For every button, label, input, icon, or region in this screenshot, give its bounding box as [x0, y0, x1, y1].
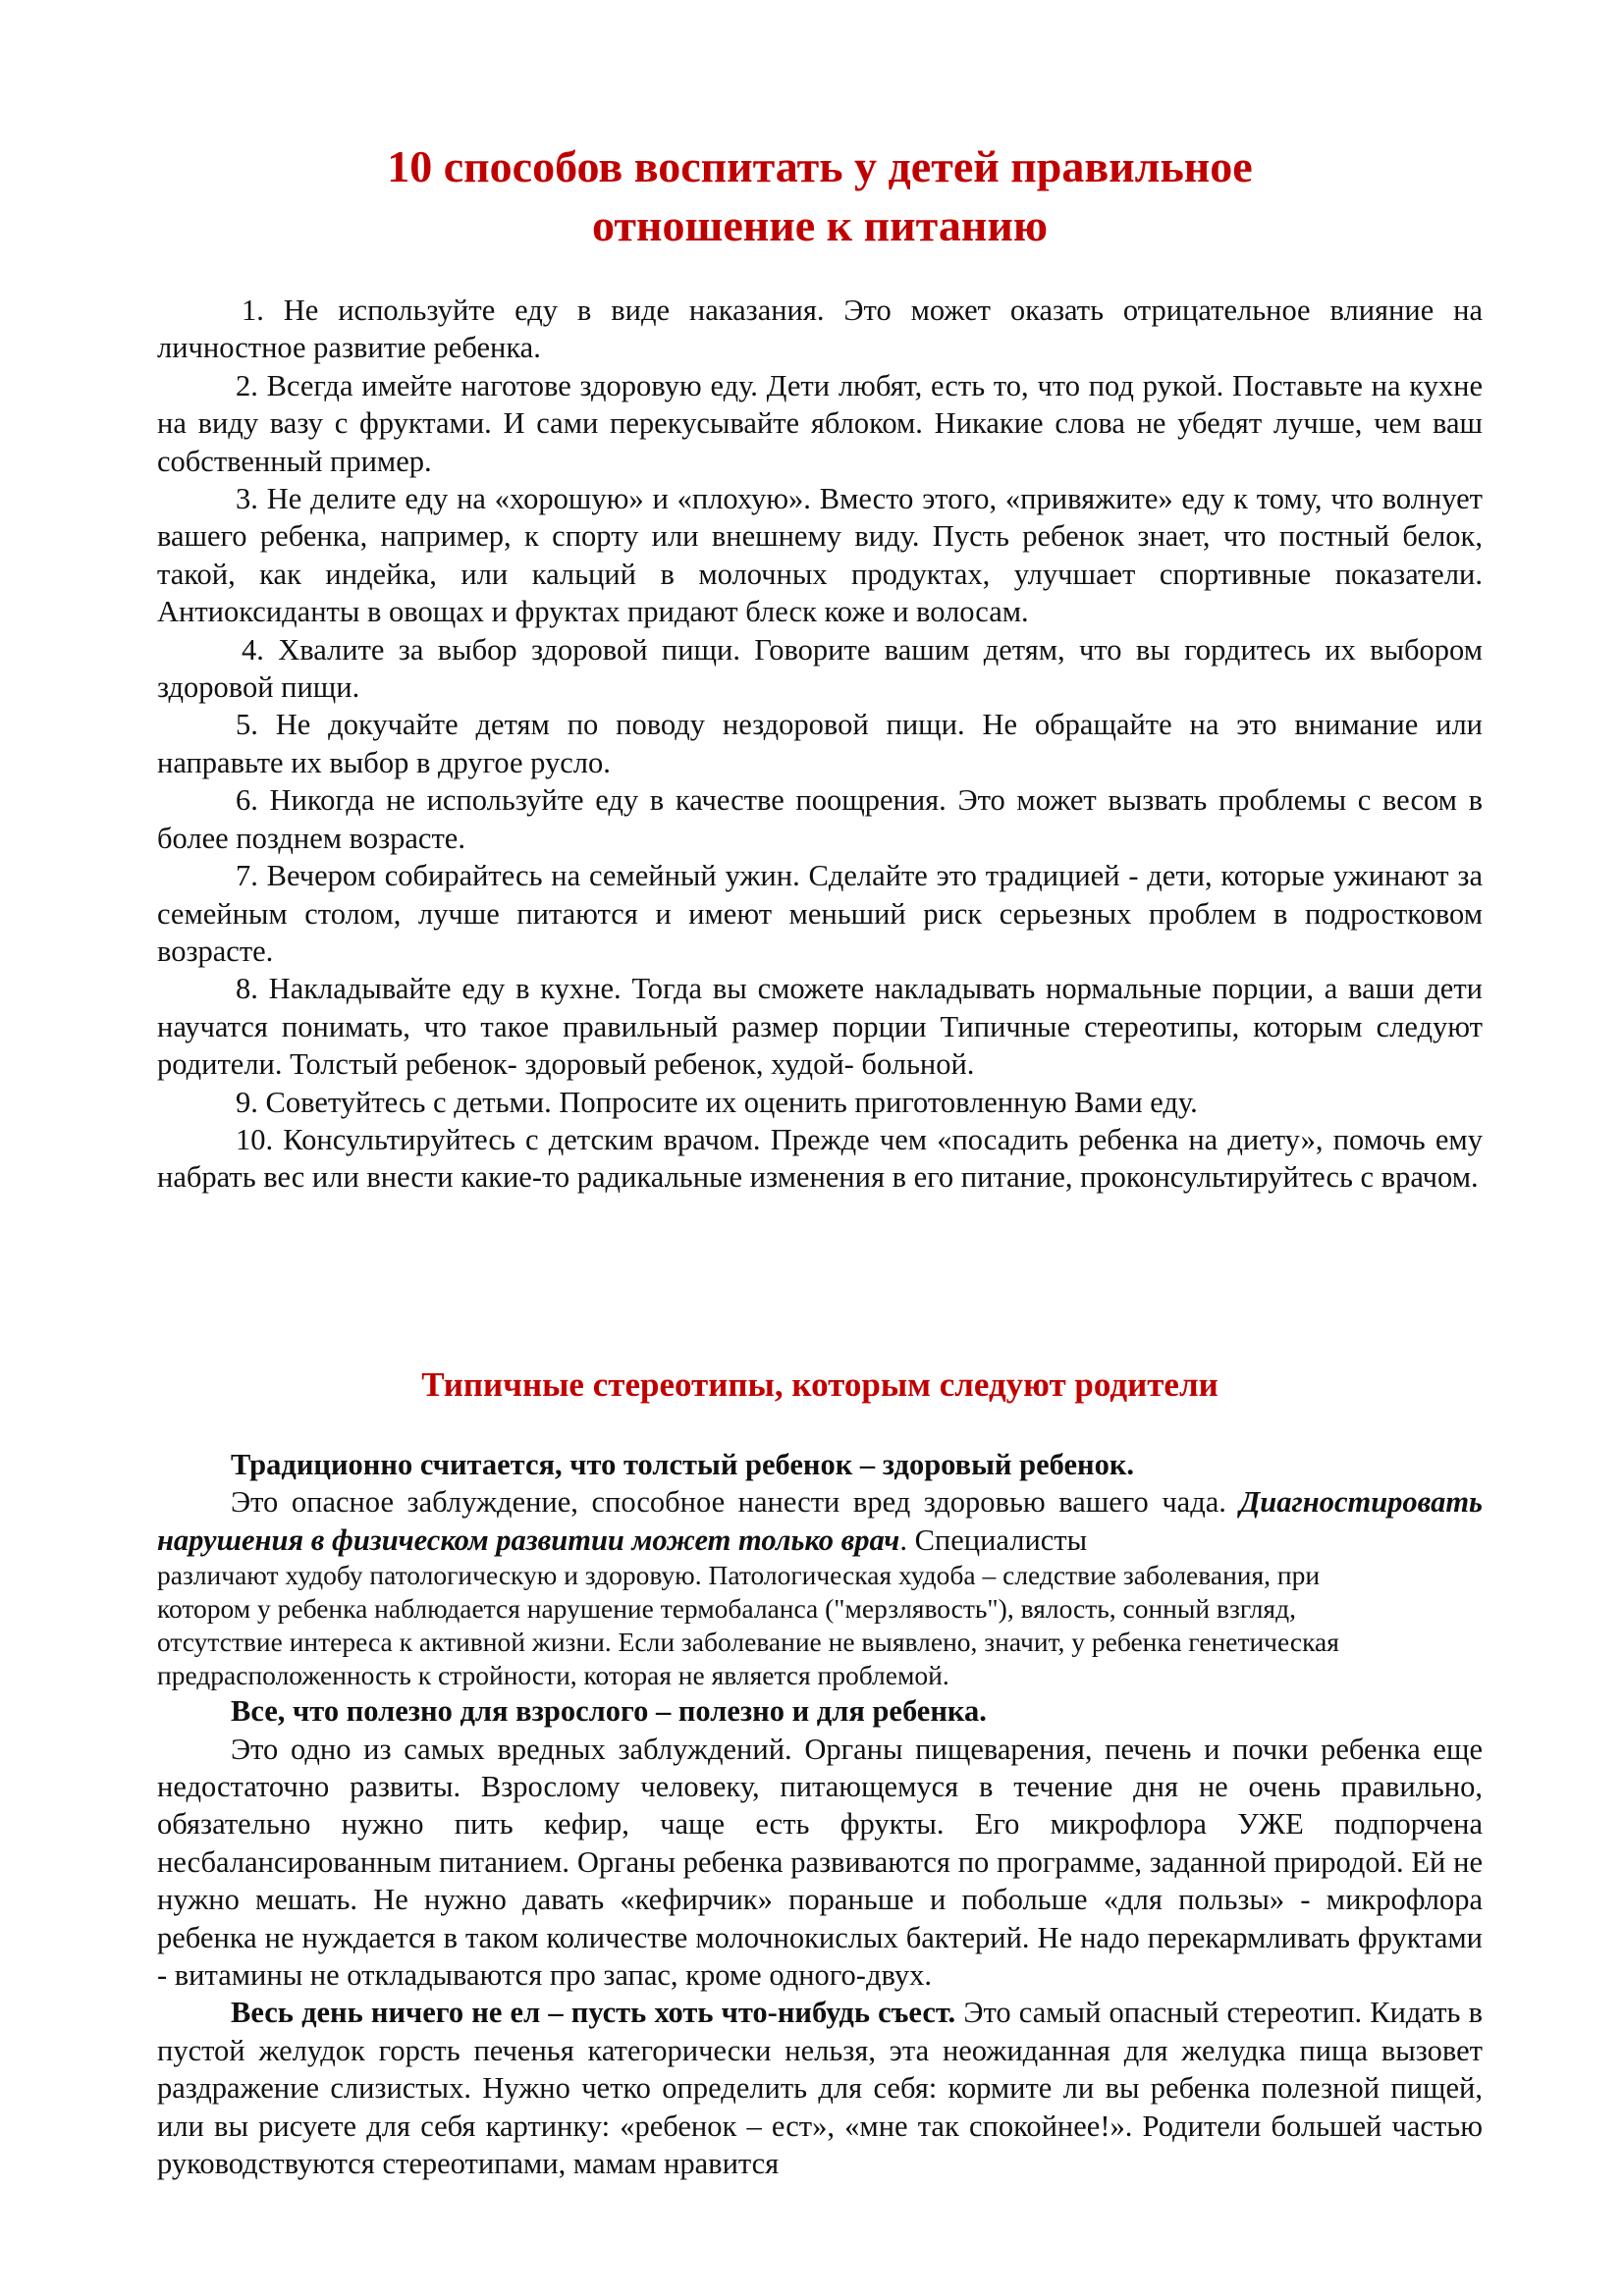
myth-heading: Традиционно считается, что толстый ребенок – здоровый ребенок.: [231, 1448, 1135, 1481]
tip-item: 5. Не докучайте детям по поводу нездоровой пищи. Не обращайте на это внимание или направьте их выбор в другое русло.: [157, 708, 1483, 779]
myth-heading: Весь день ничего не ел – пусть хоть что-нибудь съест.: [231, 1996, 956, 2030]
myth-line: различают худобу патологическую и здоровую. Патологическая худоба – следствие заболевания, при: [157, 1560, 1321, 1591]
myth-text: Это самый опасный стереотип. Кидать в пустой желудок горсть печенья категорически нельзя, эта неожиданная для желудка пища вызовет раздражение слизистых. Нужно четко определить для себя: кормите ли вы ребенка полезной пищей, или вы рисуете для себя картинку: «ребенок – ест», «мне так спокойнее!». Родители большей частью руководствуются стереотипами, мамам нравится: [157, 1996, 1483, 2181]
tip-item: 8. Накладывайте еду в кухне. Тогда вы сможете накладывать нормальные порции, а ваши дети научатся понимать, что такое правильный размер порции Типичные стереотипы, которым следуют родители. Толстый ребенок- здоровый ребенок, худой- больной.: [157, 972, 1483, 1082]
tip-item: 3. Не делите еду на «хорошую» и «плохую». Вместо этого, «привяжите» еду к тому, что волнует вашего ребенка, например, к спорту или внешнему виду. Пусть ребенок знает, что постный белок, такой, как индейка, или кальций в молочных продуктах, улучшает спортивные показатели. Антиоксиданты в овощах и фруктах придают блеск коже и волосам.: [157, 482, 1483, 629]
section-title: Типичные стереотипы, которым следуют родители: [421, 1365, 1218, 1404]
document-title: [157, 137, 1483, 255]
myth-paragraph: [157, 1994, 1483, 2182]
tip-item: 1. Не используйте еду в виде наказания. Это может оказать отрицательное влияние на личностное развитие ребенка.: [157, 294, 1483, 365]
tips-list: [157, 292, 1483, 1197]
myth-text: Это опасное заблуждение, способное нанести вред здоровью вашего чада.: [231, 1485, 1226, 1520]
myth-line: предрасположенность к стройности, которая не является проблемой.: [157, 1660, 949, 1691]
tip-item: 9. Советуйтесь с детьми. Попросите их оценить приготовленную Вами еду.: [236, 1085, 1198, 1119]
tip-item: 4. Хвалите за выбор здоровой пищи. Говорите вашим детям, что вы гордитесь их выбором здоровой пищи.: [157, 632, 1483, 705]
myth-line: котором у ребенка наблюдается нарушение термобаланса ("мерзлявость"), вялость, сонный взгляд,: [157, 1593, 1296, 1625]
myth-paragraph: [157, 1559, 1483, 1692]
myth-emphasis: Диагностировать нарушения в физическом развитии может только врач: [157, 1485, 1483, 1557]
myth-paragraph: [157, 1483, 1483, 1559]
tip-item: 7. Вечером собирайтесь на семейный ужин. Сделайте это традицией - дети, которые ужинают за семейным столом, лучше питаются и имеют меньший риск серьезных проблем в подростковом возрасте.: [157, 859, 1483, 968]
myth-paragraph: Это одно из самых вредных заблуждений. Органы пищеварения, печень и почки ребенка еще недостаточно развиты. Взрослому человеку, питающемуся в течение дня не очень правильно, обязательно нужно пить кефир, чаще есть фрукты. Его микрофлора УЖЕ подпорчена несбалансированным питанием. Органы ребенка развиваются по программе, заданной природой. Ей не нужно мешать. Не нужно давать «кефирчик» пораньше и побольше «для пользы» - микрофлора ребенка не нуждается в таком количестве молочнокислых бактерий. Не надо перекармливать фруктами - витамины не откладываются про запас, кроме одного-двух.: [157, 1732, 1483, 1993]
myth-heading: Все, что полезно для взрослого – полезно и для ребенка.: [231, 1694, 987, 1729]
title-line-1: 10 способов воспитать у детей правильное: [387, 141, 1253, 191]
myth-text: . Специалисты: [899, 1522, 1088, 1557]
tip-item: 2. Всегда имейте наготове здоровую еду. Дети любят, есть то, что под рукой. Поставьте на кухне на виду вазу с фруктами. И сами перекусывайте яблоком. Никакие слова не убедят лучше, чем ваш собственный пример.: [157, 368, 1483, 478]
stereotypes-section: [157, 1446, 1483, 2183]
tip-item: 10. Консультируйтесь с детским врачом. Прежде чем «посадить ребенка на диету», помочь ему набрать вес или внести какие-то радикальные изменения в его питание, проконсультируйтесь с врачом.: [157, 1122, 1483, 1195]
myth-line: отсутствие интереса к активной жизни. Если заболевание не выявлено, значит, у ребенка генетическая: [157, 1627, 1339, 1658]
title-line-2: отношение к питанию: [592, 200, 1048, 250]
tip-item: 6. Никогда не используйте еду в качестве поощрения. Это может вызвать проблемы с весом в более позднем возрасте.: [157, 783, 1483, 855]
